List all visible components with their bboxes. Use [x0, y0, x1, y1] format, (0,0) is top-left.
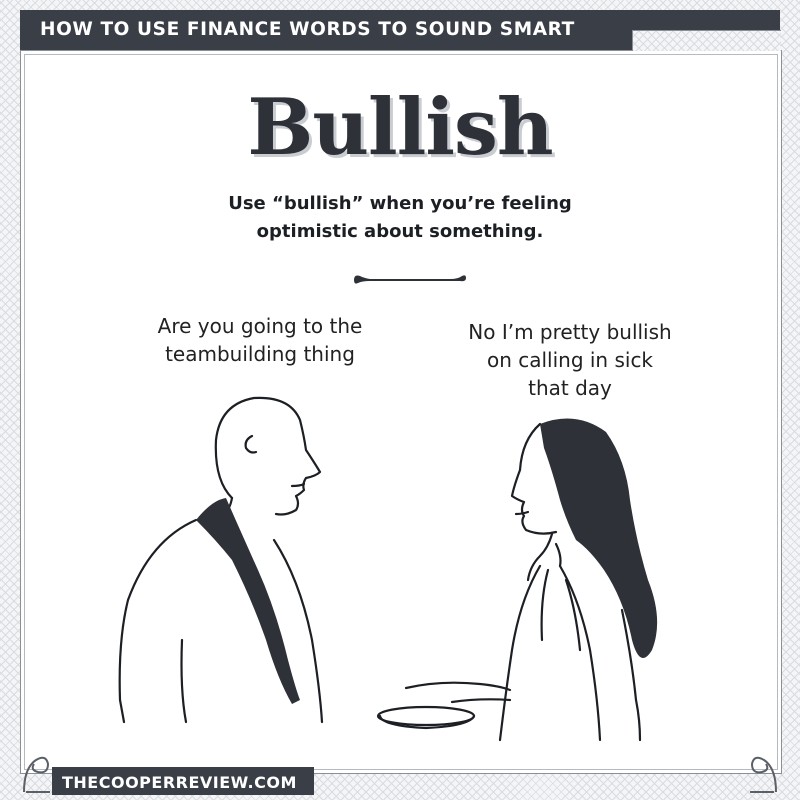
man-figure: [120, 398, 322, 722]
speech-right-line-2: on calling in sick: [486, 348, 654, 372]
speech-right-line-1: No I’m pretty bullish: [468, 320, 672, 344]
man-scarf: [196, 498, 300, 704]
woman-hair: [540, 419, 657, 658]
definition-line-1: Use “bullish” when you’re feeling: [228, 193, 572, 214]
speech-right-line-3: that day: [528, 376, 612, 400]
footer-site[interactable]: THECOOPERREVIEW.COM: [62, 773, 297, 792]
speech-left-line-2: teambuilding thing: [165, 342, 355, 366]
definition-line-2: optimistic about something.: [256, 221, 544, 242]
corner-ornament-right: [748, 748, 778, 794]
corner-ornament-left: [22, 748, 52, 794]
header-title: HOW TO USE FINANCE WORDS TO SOUND SMART: [40, 19, 575, 40]
main-word: Bullish: [247, 82, 553, 173]
speech-left-line-1: Are you going to the: [157, 314, 363, 338]
